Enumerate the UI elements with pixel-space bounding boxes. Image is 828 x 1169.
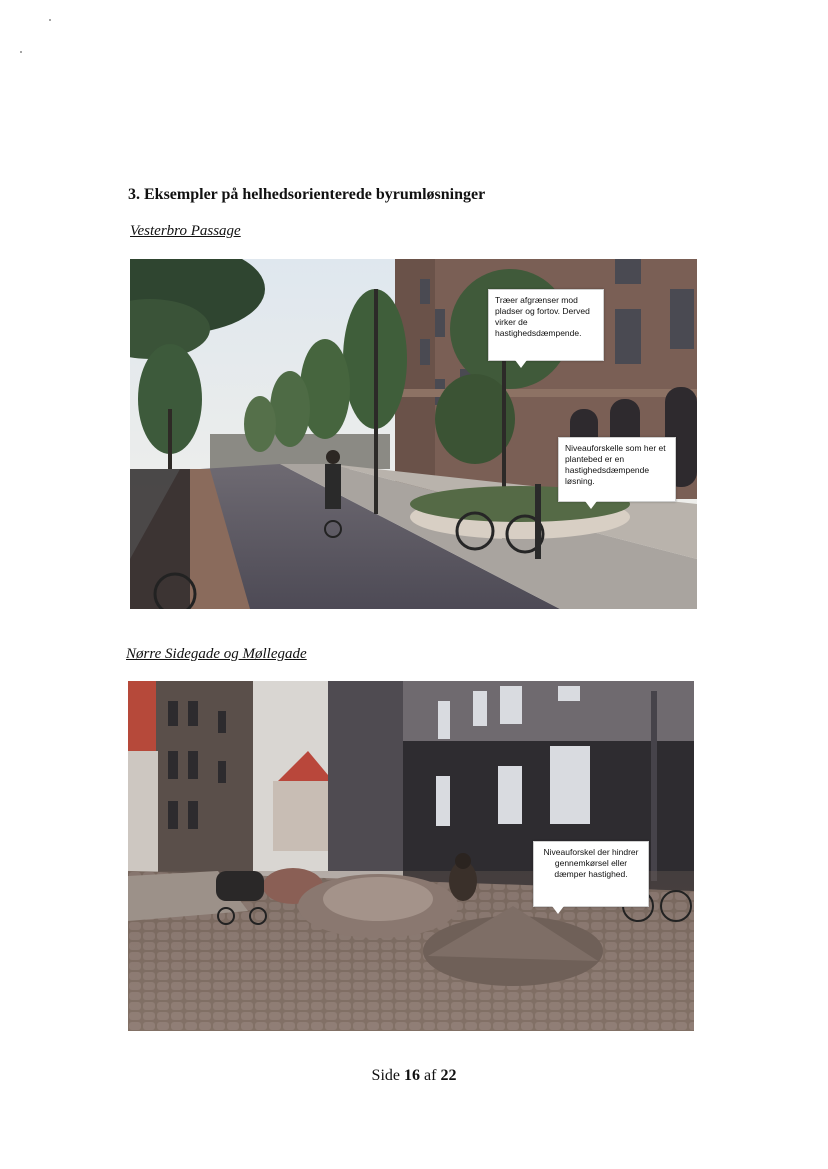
section-heading: 3. Eksempler på helhedsorienterede byrumløsninger [128, 186, 486, 203]
section2-title: Nørre Sidegade og Møllegade [126, 646, 307, 662]
scan-speck [49, 19, 51, 21]
callout-tail [585, 501, 597, 509]
callout-level-planter [558, 437, 676, 502]
scan-speck [20, 51, 22, 53]
footer-total-pages: 22 [440, 1067, 457, 1084]
callout-level-planter-text: Niveauforskelle som her et plantebed er en hastighedsdæmpende løsning. [565, 443, 666, 486]
callout-level-difference-text: Niveauforskel der hindrer gennemkørsel eller dæmper hastighed. [543, 847, 639, 879]
street-photo [130, 259, 697, 609]
photo-vesterbro-passage [130, 259, 697, 609]
footer-page-number: 16 [404, 1067, 420, 1084]
footer-of: af [424, 1067, 437, 1084]
callout-trees [488, 289, 604, 361]
callout-tail [515, 360, 527, 368]
callout-tail [552, 906, 564, 914]
callout-trees-text: Træer afgrænser mod pladser og fortov. Derved virker de hastighedsdæmpende. [495, 295, 590, 338]
callout-level-difference [533, 841, 649, 907]
section1-title: Vesterbro Passage [130, 223, 241, 239]
photo-norre-sidegade [128, 681, 694, 1031]
footer-prefix: Side [371, 1067, 400, 1084]
page-footer [0, 1067, 828, 1085]
